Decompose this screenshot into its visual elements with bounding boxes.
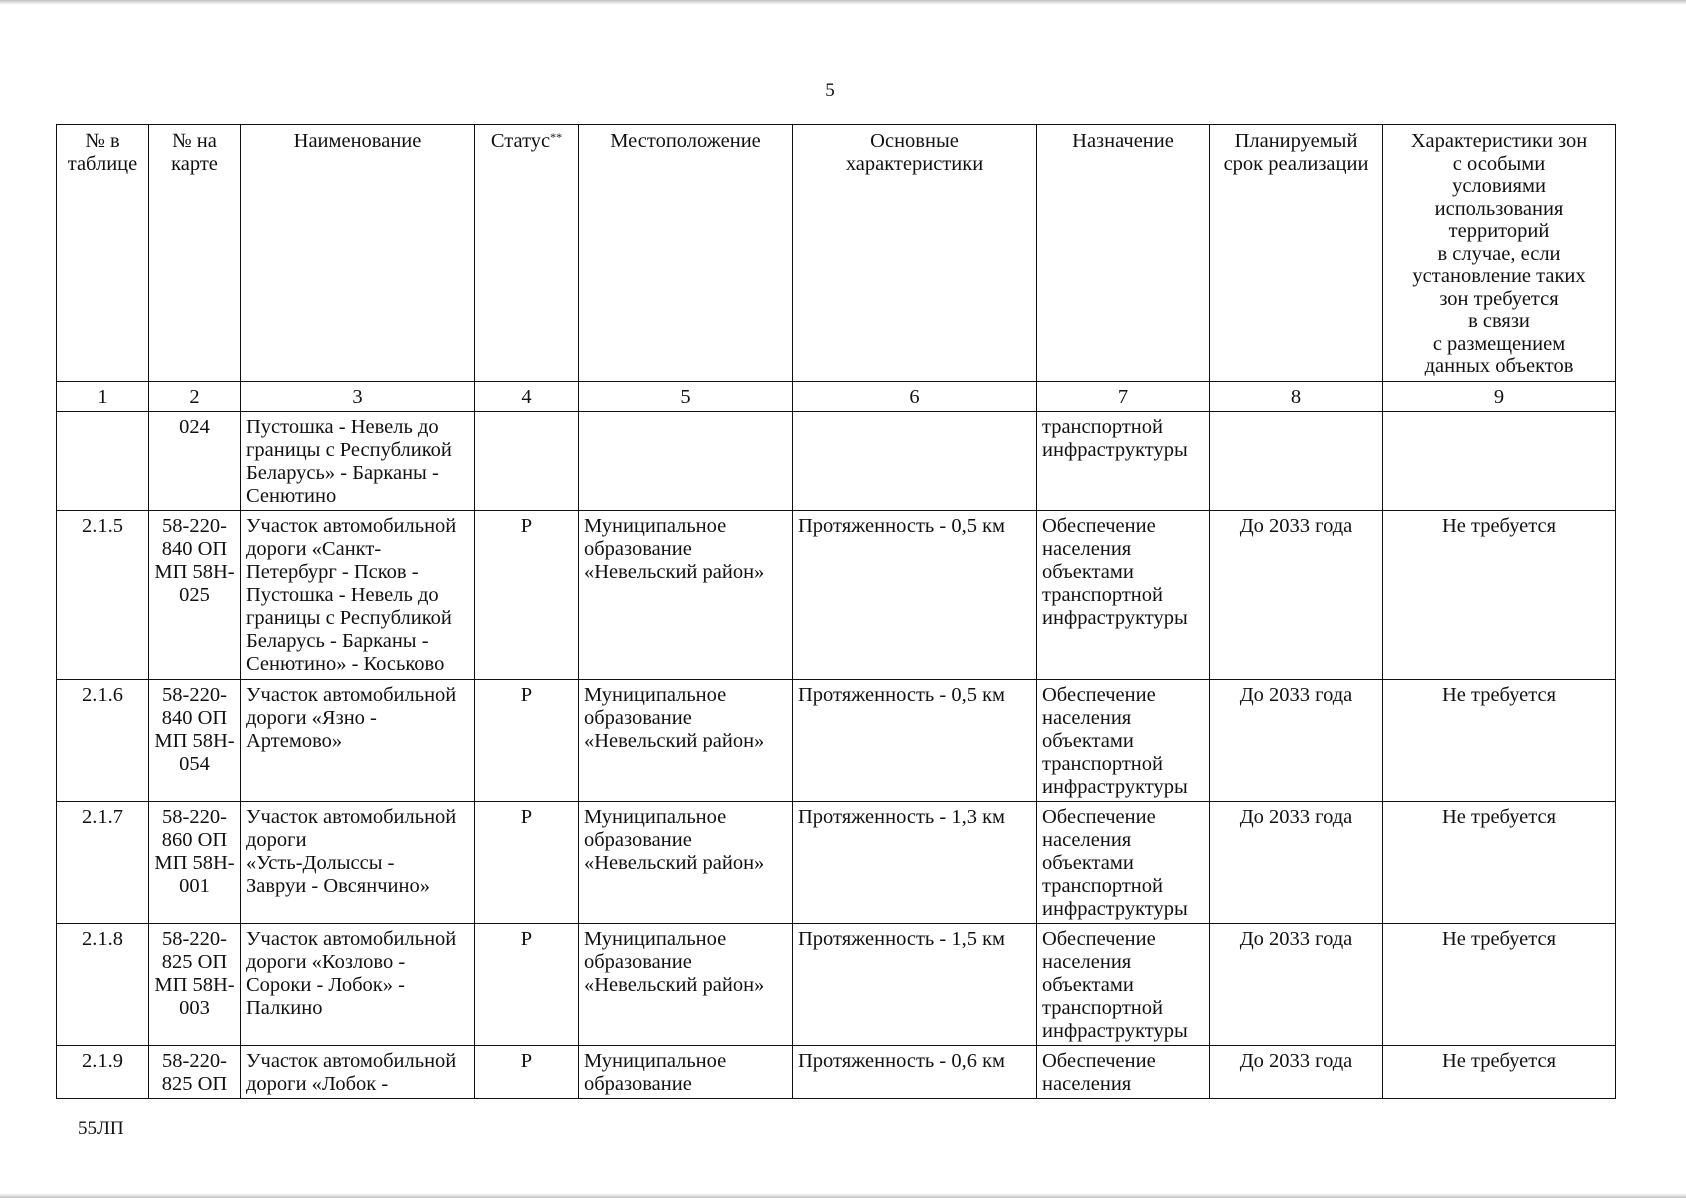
column-number-row	[57, 382, 1616, 412]
cell-status: Р	[475, 924, 579, 1046]
table-row	[57, 412, 1616, 511]
cell-purpose: Обеспечение населения объектами транспортной инфраструктуры	[1037, 802, 1210, 924]
cell-purpose: Обеспечение населения	[1037, 1046, 1210, 1099]
planning-objects-table	[56, 124, 1616, 1099]
cell-status: Р	[475, 1046, 579, 1099]
cell-map-no: 58-220- 825 ОП	[149, 1046, 241, 1099]
cell-table-no: 2.1.9	[57, 1046, 149, 1099]
header-name: Наименование	[241, 125, 475, 382]
cell-table-no: 2.1.7	[57, 802, 149, 924]
cell-term: До 2033 года	[1210, 680, 1383, 802]
cell-location: Муниципальное образование «Невельский район»	[579, 680, 793, 802]
header-zones: Характеристики зон с особыми условиями использования территорий в случае, если установление таких зон требуется в связи с размещением данных объектов	[1383, 125, 1616, 382]
header-status	[475, 125, 579, 382]
column-number: 9	[1383, 382, 1616, 412]
cell-characteristics: Протяженность - 0,5 км	[793, 680, 1037, 802]
cell-name: Пустошка - Невель до границы с Республикой Беларусь» - Барканы - Сенютино	[241, 412, 475, 511]
column-number: 4	[475, 382, 579, 412]
table-row	[57, 1046, 1616, 1099]
column-number: 8	[1210, 382, 1383, 412]
cell-characteristics: Протяженность - 0,5 км	[793, 511, 1037, 680]
column-number: 5	[579, 382, 793, 412]
header-row	[57, 125, 1616, 382]
cell-zones: Не требуется	[1383, 1046, 1616, 1099]
cell-zones: Не требуется	[1383, 924, 1616, 1046]
table-row	[57, 802, 1616, 924]
cell-location: Муниципальное образование «Невельский район»	[579, 802, 793, 924]
header-status-label: Статус	[490, 130, 551, 152]
cell-zones	[1383, 412, 1616, 511]
header-location: Местоположение	[579, 125, 793, 382]
cell-status: Р	[475, 802, 579, 924]
cell-purpose: Обеспечение населения объектами транспортной инфраструктуры	[1037, 924, 1210, 1046]
header-table-no: № в таблице	[57, 125, 149, 382]
column-number: 7	[1037, 382, 1210, 412]
cell-purpose: Обеспечение населения объектами транспортной инфраструктуры	[1037, 680, 1210, 802]
cell-map-no: 58-220- 840 ОП МП 58Н- 054	[149, 680, 241, 802]
cell-name: Участок автомобильной дороги «Лобок -	[241, 1046, 475, 1099]
cell-status: Р	[475, 680, 579, 802]
table-row	[57, 680, 1616, 802]
cell-zones: Не требуется	[1383, 511, 1616, 680]
header-term: Планируемый срок реализации	[1210, 125, 1383, 382]
cell-characteristics: Протяженность - 0,6 км	[793, 1046, 1037, 1099]
page-number: 5	[825, 80, 835, 101]
header-characteristics: Основные характеристики	[793, 125, 1037, 382]
cell-table-no	[57, 412, 149, 511]
scan-edge-bottom	[0, 1193, 1686, 1198]
cell-table-no: 2.1.8	[57, 924, 149, 1046]
scan-edge-top	[0, 0, 1686, 5]
footer-document-code: 55ЛП	[78, 1118, 124, 1139]
table-row	[57, 924, 1616, 1046]
cell-characteristics	[793, 412, 1037, 511]
cell-location: Муниципальное образование «Невельский район»	[579, 511, 793, 680]
cell-name: Участок автомобильной дороги «Усть-Долыссы - Завруи - Овсянчино»	[241, 802, 475, 924]
cell-characteristics: Протяженность - 1,3 км	[793, 802, 1037, 924]
cell-location: Муниципальное образование	[579, 1046, 793, 1099]
cell-status: Р	[475, 511, 579, 680]
cell-location	[579, 412, 793, 511]
status-footnote-mark: **	[550, 130, 563, 144]
cell-map-no: 58-220- 825 ОП МП 58Н- 003	[149, 924, 241, 1046]
cell-term: До 2033 года	[1210, 1046, 1383, 1099]
cell-term: До 2033 года	[1210, 802, 1383, 924]
cell-term	[1210, 412, 1383, 511]
cell-table-no: 2.1.5	[57, 511, 149, 680]
cell-map-no: 58-220- 860 ОП МП 58Н- 001	[149, 802, 241, 924]
header-map-no: № на карте	[149, 125, 241, 382]
cell-map-no: 58-220- 840 ОП МП 58Н- 025	[149, 511, 241, 680]
cell-term: До 2033 года	[1210, 924, 1383, 1046]
column-number: 2	[149, 382, 241, 412]
cell-purpose: Обеспечение населения объектами транспортной инфраструктуры	[1037, 511, 1210, 680]
cell-characteristics: Протяженность - 1,5 км	[793, 924, 1037, 1046]
cell-name: Участок автомобильной дороги «Язно - Артемово»	[241, 680, 475, 802]
cell-status	[475, 412, 579, 511]
column-number: 3	[241, 382, 475, 412]
column-number: 6	[793, 382, 1037, 412]
cell-purpose: транспортной инфраструктуры	[1037, 412, 1210, 511]
cell-table-no: 2.1.6	[57, 680, 149, 802]
table-row	[57, 511, 1616, 680]
cell-map-no: 024	[149, 412, 241, 511]
cell-location: Муниципальное образование «Невельский район»	[579, 924, 793, 1046]
cell-zones: Не требуется	[1383, 680, 1616, 802]
header-purpose: Назначение	[1037, 125, 1210, 382]
cell-term: До 2033 года	[1210, 511, 1383, 680]
cell-name: Участок автомобильной дороги «Санкт- Петербург - Псков - Пустошка - Невель до границы с Республикой Беларусь - Барканы - Сенютино» - Коськово	[241, 511, 475, 680]
cell-zones: Не требуется	[1383, 802, 1616, 924]
cell-name: Участок автомобильной дороги «Козлово - Сороки - Лобок» - Палкино	[241, 924, 475, 1046]
column-number: 1	[57, 382, 149, 412]
